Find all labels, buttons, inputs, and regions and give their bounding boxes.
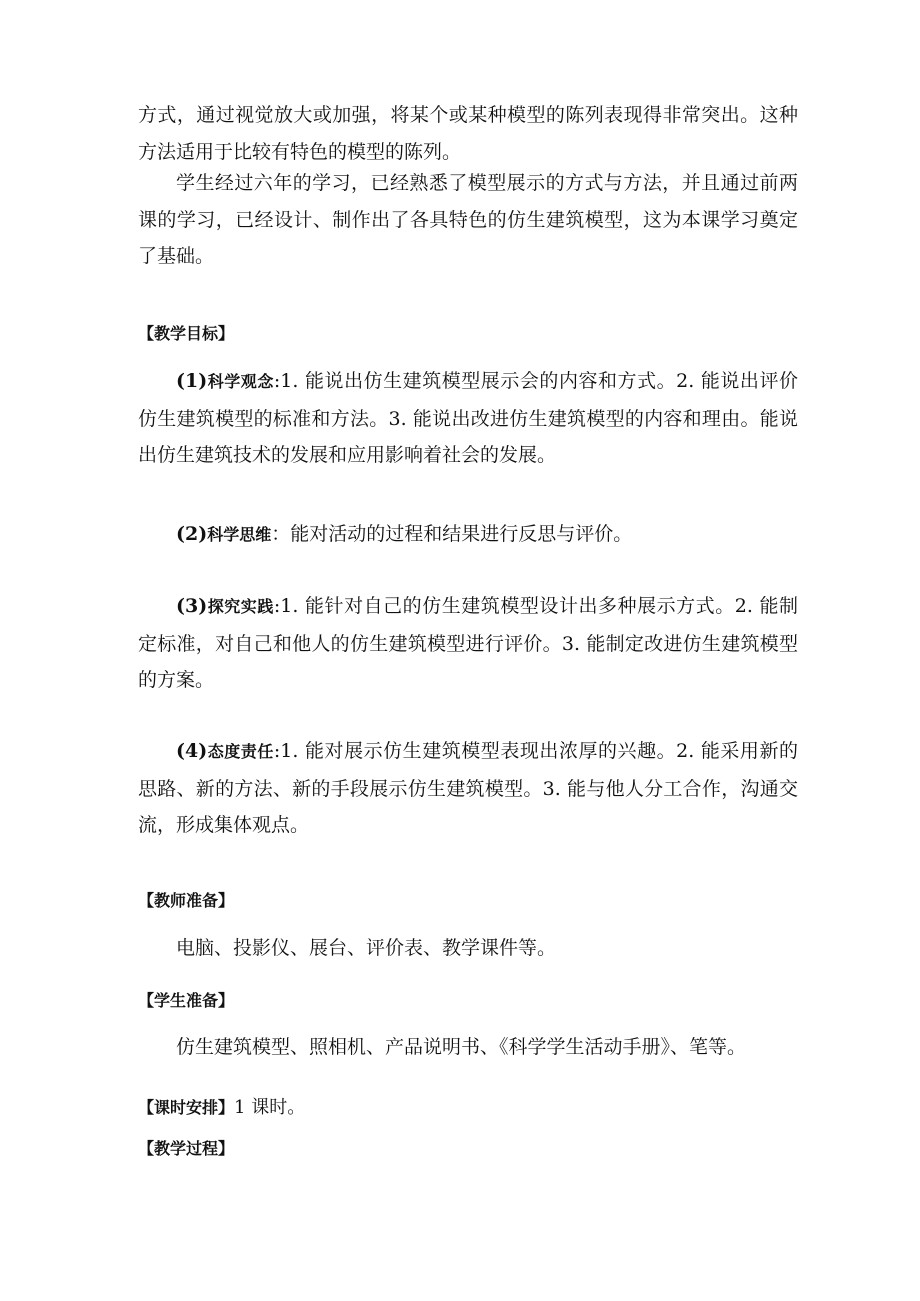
- objective-label: 态度责任: [207, 742, 274, 761]
- objective-text: :1. 能对展示仿生建筑模型表现出浓厚的兴趣。2. 能采用新的思路、新的方法、新的手段展示仿生建筑模型。3. 能与他人分工合作，沟通交流，形成集体观点。: [138, 740, 798, 836]
- objective-label: 探究实践: [207, 597, 274, 616]
- intro-paragraph: 学生经过六年的学习，已经熟悉了模型展示的方式与方法，并且通过前两课的学习，已经设计、制作出了各具特色的仿生建筑模型，这为本课学习奠定了基础。: [138, 172, 798, 267]
- objective-number: (1): [176, 370, 208, 392]
- schedule-text: 1 课时。: [234, 1097, 306, 1118]
- objective-text: :1. 能说出仿生建筑模型展示会的内容和方式。2. 能说出评价仿生建筑模型的标准和方法。3. 能说出改进仿生建筑模型的内容和理由。能说出仿生建筑技术的发展和应用影响着社会的发展。: [138, 370, 798, 466]
- objective-number: (4): [176, 740, 208, 762]
- objective-number: (2): [176, 523, 208, 545]
- student-prep-heading: 【学生准备】: [138, 991, 235, 1010]
- teacher-prep-heading: 【教师准备】: [138, 891, 235, 910]
- schedule-line: [138, 1096, 305, 1120]
- objectives-heading: 【教学目标】: [138, 324, 235, 343]
- objective-number: (3): [176, 595, 208, 617]
- objective-label: 科学观念: [207, 372, 274, 391]
- objective-label: 科学思维: [207, 525, 272, 544]
- objective-text: :1. 能针对自己的仿生建筑模型设计出多种展示方式。2. 能制定标准，对自己和他人的仿生建筑模型进行评价。3. 能制定改进仿生建筑模型的方案。: [138, 595, 798, 691]
- objective-item-3: [138, 588, 798, 699]
- objective-text: ：能对活动的过程和结果进行反思与评价。: [271, 523, 633, 545]
- objective-item-4: [138, 733, 798, 844]
- process-heading: 【教学过程】: [138, 1139, 235, 1158]
- objective-item-1: [138, 363, 798, 474]
- intro-continuation: 方式，通过视觉放大或加强，将某个或某种模型的陈列表现得非常突出。这种方法适用于比较有特色的模型的陈列。: [138, 104, 798, 163]
- schedule-heading: 【课时安排】: [138, 1098, 235, 1117]
- objective-item-2: [138, 516, 798, 554]
- student-prep-text: 仿生建筑模型、照相机、产品说明书、《科学学生活动手册》、笔等。: [176, 1036, 747, 1058]
- teacher-prep-text: 电脑、投影仪、展台、评价表、教学课件等。: [176, 937, 557, 959]
